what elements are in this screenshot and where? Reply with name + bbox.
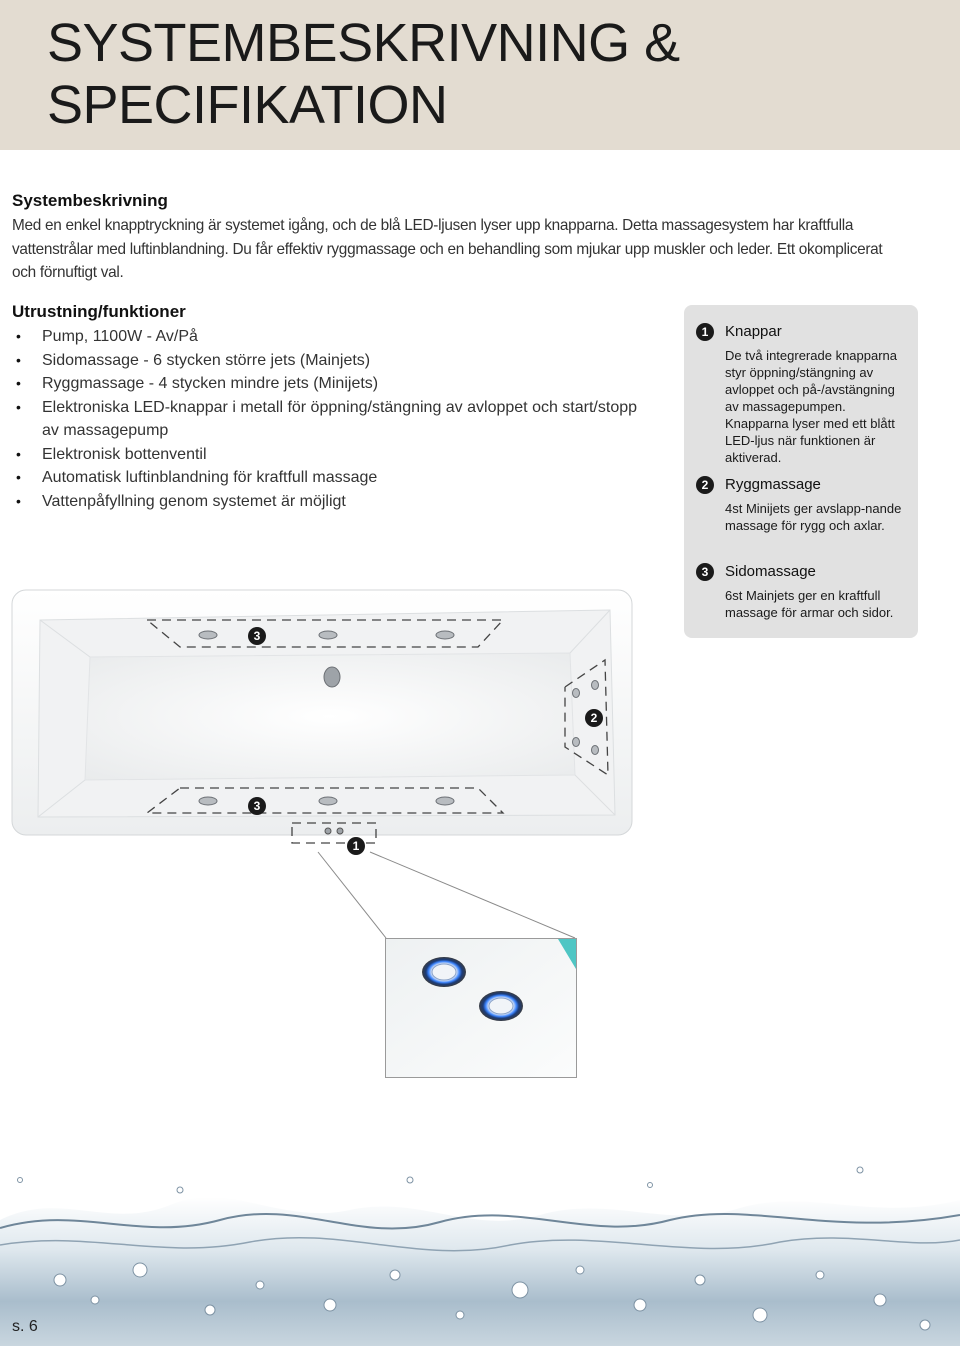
legend-description: 4st Minijets ger avslapp-nande massage för rygg och axlar. xyxy=(725,501,902,533)
feature-item: • Sidomassage - 6 stycken större jets (Mainjets) xyxy=(12,349,652,373)
system-description: Med en enkel knapptryckning är systemet igång, och de blå LED-ljusen lyser upp knapparna. Detta massagesystem har kraftfulla vattenstrålar med luftinblandning. Du får effektiv ryggmassage och en behandling som mjukar upp muskler och leder. Ett okomplicerat och förnuftigt val. xyxy=(12,217,883,281)
led-buttons-illustration xyxy=(386,939,576,1077)
feature-item: • Pump, 1100W - Av/På xyxy=(12,325,652,349)
bullet-icon: • xyxy=(16,351,21,368)
feature-item: • Vattenpåfyllning genom systemet är möjligt xyxy=(12,490,652,514)
legend-title: Knappar xyxy=(725,323,782,340)
features-heading: Utrustning/funktioner xyxy=(12,302,186,321)
water-splash-decoration xyxy=(0,1150,960,1346)
bullet-icon: • xyxy=(16,328,21,344)
number-badge: 2 xyxy=(696,476,714,494)
bullet-icon: • xyxy=(16,492,21,509)
diagram-marker-side-top: 3 xyxy=(248,627,266,645)
bullet-icon: • xyxy=(16,445,21,462)
diagram-marker-back: 2 xyxy=(585,709,603,727)
legend-description: De två integrerade knapparna styr öppning/stängning av avloppet och på-/avstängning av massagepumpen. Knapparna lyser med ett blått LED-ljus när funktionen är aktiverad. xyxy=(725,348,898,465)
page-title-line1: SYSTEMBESKRIVNING & xyxy=(47,13,680,73)
legend-description: 6st Mainjets ger en kraftfull massage för armar och sidor. xyxy=(725,588,894,620)
number-badge: 3 xyxy=(696,563,714,581)
page-number: s. 6 xyxy=(12,1318,38,1335)
legend-title: Ryggmassage xyxy=(725,476,821,493)
led-buttons-photo xyxy=(385,938,577,1078)
bullet-icon: • xyxy=(16,469,21,485)
bullet-icon: • xyxy=(16,398,21,415)
bullet-icon: • xyxy=(16,375,21,391)
feature-item: • Elektroniska LED-knappar i metall för öppning/stängning av avloppet och start/stopp av massagepump xyxy=(12,396,652,443)
diagram-marker-buttons: 1 xyxy=(347,837,365,855)
diagram-marker-side-bottom: 3 xyxy=(248,797,266,815)
number-badge: 1 xyxy=(696,323,714,341)
feature-item: • Elektronisk bottenventil xyxy=(12,443,652,467)
legend-title: Sidomassage xyxy=(725,563,816,580)
feature-item: • Ryggmassage - 4 stycken mindre jets (Minijets) xyxy=(12,372,652,396)
page-title-line2: SPECIFIKATION xyxy=(47,75,448,135)
system-heading: Systembeskrivning xyxy=(12,191,168,210)
water-illustration xyxy=(0,1150,960,1346)
feature-item: • Automatisk luftinblandning för kraftfull massage xyxy=(12,466,652,490)
